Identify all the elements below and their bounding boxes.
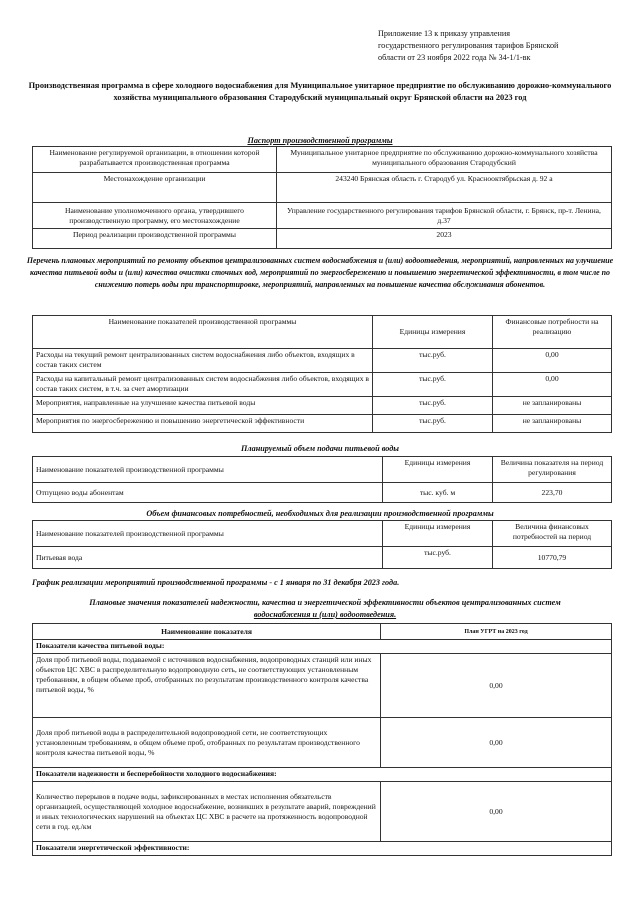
measures-row-value: 0,00 [493,349,612,373]
volume-header-value: Величина показателя на период регулирования [493,457,612,483]
finance-row-name: Питьевая вода [33,547,383,569]
passport-label-period: Период реализации производственной программы [33,229,277,249]
measures-row [33,373,612,397]
passport-label-location: Местонахождение организации [33,173,277,203]
passport-row-org [33,147,612,173]
finance-header-value: Величина финансовых потребностей на период [493,521,612,547]
measures-row-value: не запланированы [493,397,612,415]
plan-table [32,623,612,856]
plan-row [33,654,612,718]
measures-row-unit: тыс.руб. [373,397,493,415]
plan-row-value: 0,00 [381,654,612,718]
measures-row [33,415,612,433]
annex-line-1: Приложение 13 к приказу управления [378,29,511,38]
plan-section-reliability [33,768,612,782]
passport-table [32,146,612,249]
measures-row-name: Расходы на текущий ремонт централизованных систем водоснабжения либо объектов, входящих в состав таких систем [33,349,373,373]
passport-heading: Паспорт производственной программы [247,136,393,145]
plan-section-quality [33,640,612,654]
passport-label-authority: Наименование уполномоченного органа, утвердившего производственную программу, его местонахождение [33,203,277,229]
plan-section-reliability-label: Показатели надежности и бесперебойности холодного водоснабжения: [33,768,612,782]
document-title: Производственная программа в сфере холодного водоснабжения для Муниципальное унитарное предприятие по обслуживанию дорожно-коммунального хозяйства муниципального образования Стародубский муниципальный округ Брянской области на 2023 год [28,81,612,102]
annex-line-3: области от 23 ноября 2022 года № 34-1/1-вк [378,53,531,62]
measures-row-unit: тыс.руб. [373,373,493,397]
measures-row-value: не запланированы [493,415,612,433]
plan-heading [40,597,610,621]
volume-header-unit: Единицы измерения [383,457,493,483]
finance-row-unit: тыс.руб. [383,547,493,569]
annex-block [378,28,628,64]
measures-row-name: Мероприятия по энергосбережению и повышению энергетической эффективности [33,415,373,433]
volume-row-name: Отпущено воды абонентам [33,483,383,503]
plan-section-energy [33,842,612,856]
plan-row [33,718,612,768]
finance-header-unit: Единицы измерения [383,521,493,547]
passport-value-period: 2023 [277,229,612,249]
passport-value-authority: Управление государственного регулирования тарифов Брянской области, г. Брянск, пр-т. Ленина, д.37 [277,203,612,229]
schedule-note: График реализации мероприятий производственной программы - с 1 января по 31 декабря 2023 года. [32,578,400,587]
plan-header-value: План УГРТ на 2023 год [381,624,612,640]
passport-value-org: Муниципальное унитарное предприятие по обслуживанию дорожно-коммунального хозяйства муниципального образования Стародубский [277,147,612,173]
finance-row [33,547,612,569]
plan-section-energy-label: Показатели энергетической эффективности: [33,842,612,856]
measures-row-unit: тыс.руб. [373,349,493,373]
finance-header-name: Наименование показателей производственной программы [33,521,383,547]
measures-row [33,397,612,415]
plan-row-value: 0,00 [381,718,612,768]
plan-heading-line-2: водоснабжения и (или) водоотведения. [253,610,397,619]
plan-row [33,782,612,842]
volume-row-value: 223,70 [493,483,612,503]
plan-row-value: 0,00 [381,782,612,842]
measures-row-value: 0,00 [493,373,612,397]
volume-header-row [33,457,612,483]
volume-row-unit: тыс. куб. м [383,483,493,503]
volume-header-name: Наименование показателей производственной программы [33,457,383,483]
finance-row-value: 10770,79 [493,547,612,569]
passport-value-location: 243240 Брянская область г. Стародуб ул. Краснооктябрьская д. 92 а [277,173,612,203]
volume-table [32,456,612,503]
plan-heading-line-1: Плановые значения показателей надежности, качества и энергетической эффективности объектов централизованных систем [89,598,561,607]
measures-row-name: Мероприятия, направленные на улучшение качества питьевой воды [33,397,373,415]
plan-header-row [33,624,612,640]
measures-header-value: Финансовые потребности на реализацию [493,316,612,349]
passport-label-org: Наименование регулируемой организации, в отношении которой разрабатывается производственная программа [33,147,277,173]
passport-row-period [33,229,612,249]
volume-heading: Планируемый объем подачи питьевой воды [241,444,399,453]
measures-table [32,315,612,433]
annex-line-2: государственного регулирования тарифов Брянской [378,41,559,50]
finance-header-row [33,521,612,547]
finance-table [32,520,612,569]
measures-row [33,349,612,373]
measures-header-unit: Единицы измерения [373,316,493,349]
passport-row-location [33,173,612,203]
measures-header-name: Наименование показателей производственной программы [33,316,373,349]
passport-row-authority [33,203,612,229]
finance-heading: Объем финансовых потребностей, необходимых для реализации производственной программы [146,509,494,518]
plan-row-name: Доля проб питьевой воды в распределительной водопроводной сети, не соответствующих установленным требованиям, в общем объеме проб, отобранных по результатам производственного контроля качества питьевой воды, % [33,718,381,768]
plan-row-name: Доля проб питьевой воды, подаваемой с источников водоснабжения, водопроводных станций или иных объектов ЦС ХВС в распределительную водопроводную сеть, не соответствующих установленным требованиям, в общем объеме проб, отобранных по результатам производственного контроля качества питьевой воды, % [33,654,381,718]
measures-row-unit: тыс.руб. [373,415,493,433]
measures-intro: Перечень плановых мероприятий по ремонту объектов централизованных систем водоснабжения и (или) водоотведения, мероприятий, направленных на улучшение качества питьевой воды и (или) качества очистки сточных вод, мероприятий по энергосбережению и повышению энергетической эффективности, в том числе по снижению потерь воды при транспортировке, мероприятий, направленных на повышение качества обслуживания абонентов. [26,256,614,289]
plan-header-name: Наименование показателя [33,624,381,640]
measures-row-name: Расходы на капитальный ремонт централизованных систем водоснабжения либо объектов, входящих в состав таких систем, в т.ч. за счет амортизации [33,373,373,397]
plan-section-quality-label: Показатели качества питьевой воды: [33,640,612,654]
volume-row [33,483,612,503]
plan-row-name: Количество перерывов в подаче воды, зафиксированных в местах исполнения обязательств организацией, осуществляющей холодное водоснабжение, возникших в результате аварий, повреждений и иных технологических нарушений на объектах ЦС ХВС в расчете на протяженность водопроводной сети в год. ед./км [33,782,381,842]
measures-header-row [33,316,612,349]
